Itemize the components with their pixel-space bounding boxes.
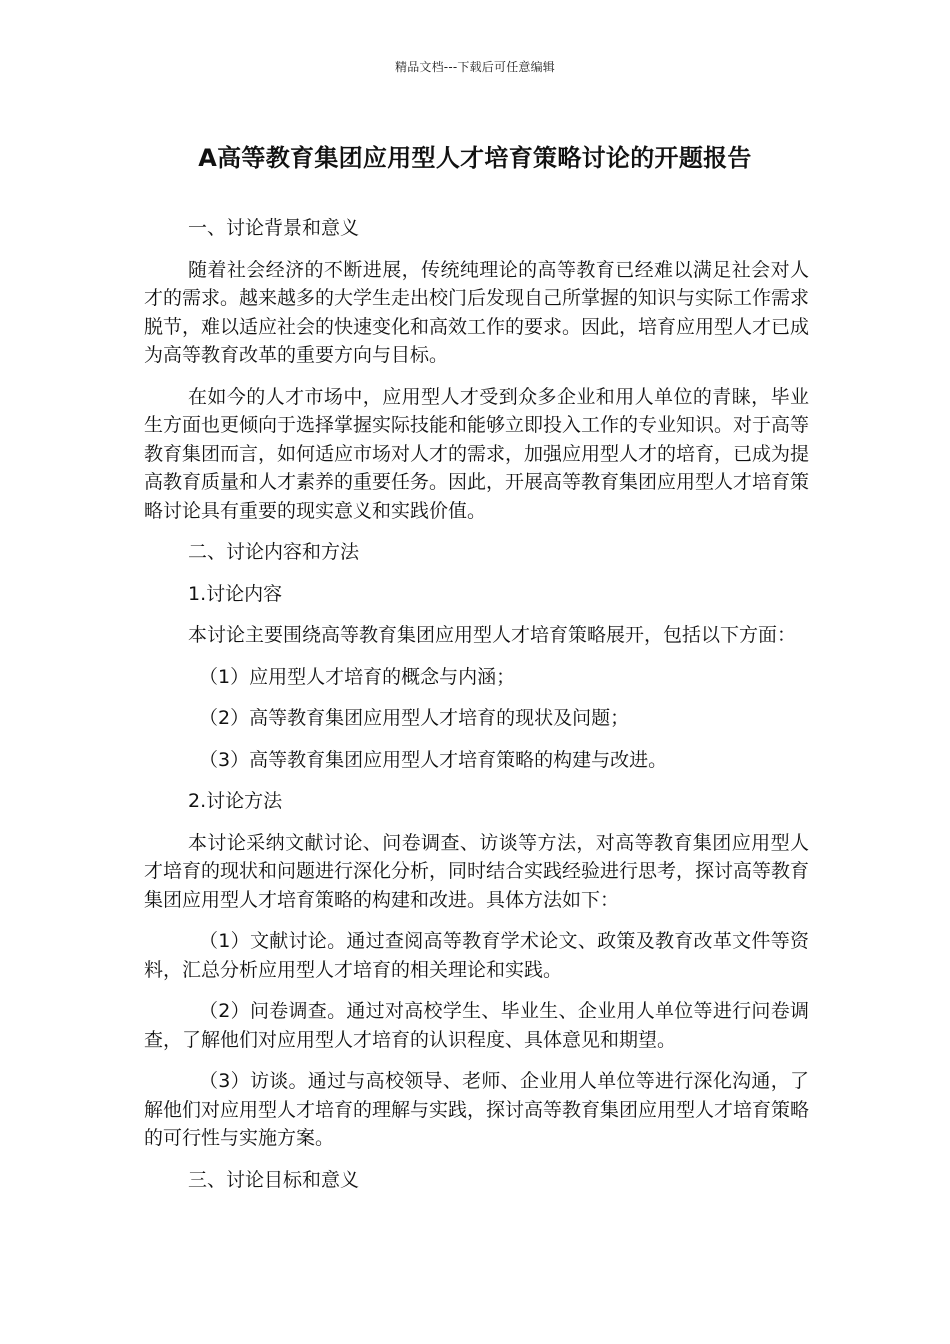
- subsection-heading-method: 2.讨论方法: [188, 790, 283, 812]
- document-title: A高等教育集团应用型人才培育策略讨论的开题报告: [198, 144, 752, 172]
- section-heading-background: 一、讨论背景和意义: [188, 217, 360, 239]
- list-item-content-1: （1）应用型人才培育的概念与内涵；: [199, 665, 516, 688]
- paragraph-content-intro: 本讨论主要围绕高等教育集团应用型人才培育策略展开，包括以下方面：: [188, 624, 797, 646]
- document-body: [144, 214, 809, 1207]
- section-heading-goals: 三、讨论目标和意义: [188, 1168, 360, 1191]
- paragraph-background-1: 随着社会经济的不断进展，传统纯理论的高等教育已经难以满足社会对人才的需求。越来越多的大学生走出校门后发现自己所掌握的知识与实际工作需求脱节，难以适应社会的快速变化和高效工作的要求。因此，培育应用型人才已成为高等教育改革的重要方向与目标。: [144, 258, 810, 366]
- list-item-method-1: （1）文献讨论。通过查阅高等教育学术论文、政策及教育改革文件等资料，汇总分析应用型人才培育的相关理论和实践。: [144, 930, 809, 981]
- page-header: 精品文档---下载后可任意编辑: [395, 60, 555, 74]
- paragraph-method-intro: 本讨论采纳文献讨论、问卷调查、访谈等方法，对高等教育集团应用型人才培育的现状和问题进行深化分析，同时结合实践经验进行思考，探讨高等教育集团应用型人才培育策略的构建和改进。具体方法如下：: [144, 831, 810, 911]
- list-item-method-3: （3）访谈。通过与高校领导、老师、企业用人单位等进行深化沟通，了解他们对应用型人才培育的理解与实践，探讨高等教育集团应用型人才培育策略的可行性与实施方案。: [144, 1070, 810, 1149]
- list-item-method-2: （2）问卷调查。通过对高校学生、毕业生、企业用人单位等进行问卷调查，了解他们对应用型人才培育的认识程度、具体意见和期望。: [144, 1000, 809, 1051]
- section-heading-content-method: 二、讨论内容和方法: [188, 541, 360, 563]
- paragraph-background-2: 在如今的人才市场中，应用型人才受到众多企业和用人单位的青睐，毕业生方面也更倾向于选择掌握实际技能和能够立即投入工作的专业知识。对于高等教育集团而言，如何适应市场对人才的需求，加强应用型人才的培育，已成为提高教育质量和人才素养的重要任务。因此，开展高等教育集团应用型人才培育策略讨论具有重要的现实意义和实践价值。: [144, 385, 810, 522]
- list-item-content-2: （2）高等教育集团应用型人才培育的现状及问题；: [199, 707, 630, 729]
- list-item-content-3: （3）高等教育集团应用型人才培育策略的构建与改进。: [199, 748, 668, 771]
- subsection-heading-content: 1.讨论内容: [188, 582, 283, 605]
